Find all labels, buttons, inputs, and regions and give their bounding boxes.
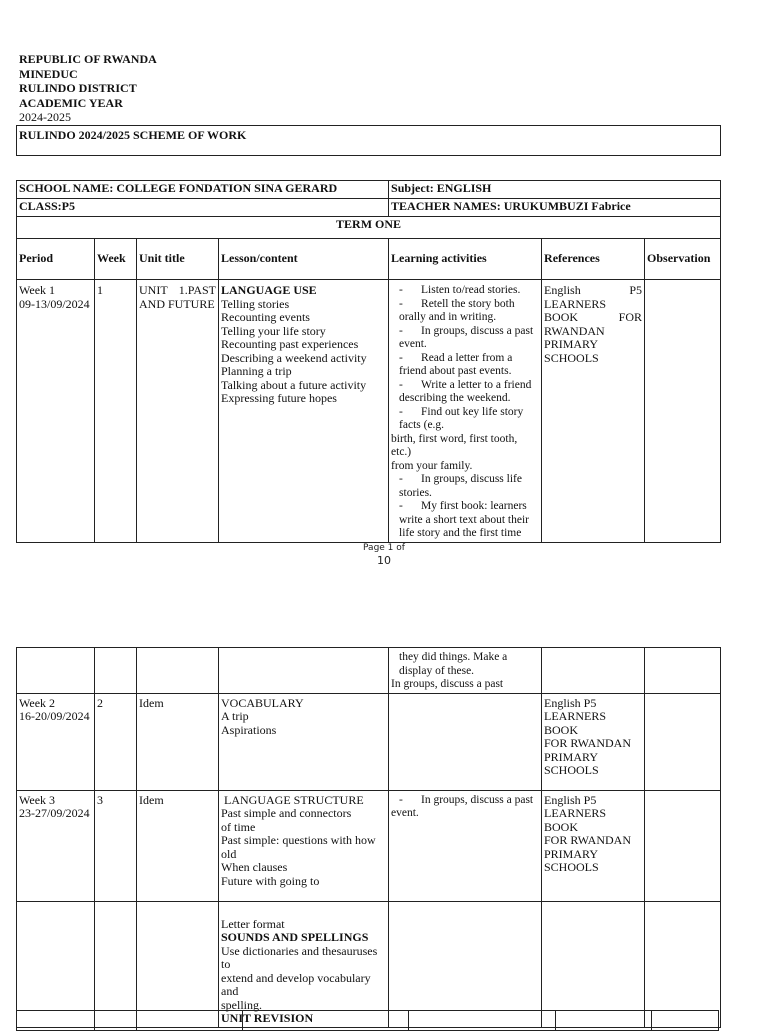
- page-total: 10: [377, 554, 391, 567]
- unit-title-cell: UNIT 1.PAST AND FUTURE: [137, 280, 219, 543]
- lesson-content-cell: LANGUAGE STRUCTURE Past simple and connectors of time Past simple: questions with how old When clauses Future with going to: [219, 790, 389, 901]
- learning-activities-cell: [389, 693, 542, 790]
- scheme-title: RULINDO 2024/2025 SCHEME OF WORK: [19, 128, 247, 142]
- unit-title-cell: Idem: [137, 790, 219, 901]
- table-row: [17, 790, 721, 901]
- table-row: [17, 280, 721, 543]
- class-cell: CLASS:P5: [17, 199, 389, 217]
- period-cell: Week 1 09-13/09/2024: [17, 280, 95, 543]
- col-header-lesson-content: Lesson/content: [219, 239, 389, 280]
- col-header-period: Period: [17, 239, 95, 280]
- references-cell: English P5 LEARNERS BOOK FOR RWANDAN PRIMARY SCHOOLS: [542, 280, 645, 543]
- ministry-name: MINEDUC: [19, 66, 78, 81]
- term-cell: TERM ONE: [17, 217, 721, 239]
- observation-cell: [645, 280, 721, 543]
- col-header-unit-title: Unit title: [137, 239, 219, 280]
- col-header-week: Week: [95, 239, 137, 280]
- academic-year-label: ACADEMIC YEAR: [19, 95, 123, 110]
- unit-title-cell: Idem: [137, 693, 219, 790]
- page-footer: [334, 543, 434, 567]
- col-header-references: References: [542, 239, 645, 280]
- page-label: Page 1 of: [363, 543, 405, 553]
- academic-year-value: 2024-2025: [19, 110, 71, 124]
- observation-cell: [645, 790, 721, 901]
- period-cell: Week 3 23-27/09/2024: [17, 790, 95, 901]
- references-cell: English P5 LEARNERS BOOK FOR RWANDAN PRIMARY SCHOOLS: [542, 790, 645, 901]
- country-name: REPUBLIC OF RWANDA: [19, 52, 157, 66]
- district-name: RULINDO DISTRICT: [19, 81, 137, 95]
- week-cell: 1: [95, 280, 137, 543]
- table-row: [17, 693, 721, 790]
- scheme-table-page2-continuation: [16, 1010, 719, 1031]
- learning-activities-cell: - In groups, discuss a past event.: [389, 790, 542, 901]
- lesson-content-cell: Letter format SOUNDS AND SPELLINGS Use dictionaries and thesauruses to extend and develop vocabulary and spelling. UNIT REVISION: [219, 901, 389, 1027]
- scheme-table-page2: [16, 647, 721, 1028]
- scheme-title-box: [16, 125, 721, 156]
- teacher-cell: TEACHER NAMES: URUKUMBUZI Fabrice: [389, 199, 721, 217]
- learning-activities-cell: they did things. Make a display of these. In groups, discuss a past: [389, 648, 542, 694]
- scheme-table-page1: [16, 180, 721, 543]
- lesson-content-cell: VOCABULARY A trip Aspirations: [219, 693, 389, 790]
- learning-activities-cell: - Listen to/read stories. - Retell the story both orally and in writing. - In groups, discuss a past event. - Read a letter from a friend about past events. - Write a letter to a friend describing the weekend. - Find out key life story facts (e.g. birth, first word, first tooth, etc.) from your family. - In groups, discuss life stories. - My first book: learners write a short text about their life story and the first time: [389, 280, 542, 543]
- school-name-cell: SCHOOL NAME: COLLEGE FONDATION SINA GERARD: [17, 181, 389, 199]
- week-cell: 2: [95, 693, 137, 790]
- document-header: [19, 52, 157, 125]
- col-header-observation: Observation: [645, 239, 721, 280]
- period-cell: Week 2 16-20/09/2024: [17, 693, 95, 790]
- table-row: [17, 648, 721, 694]
- subject-cell: Subject: ENGLISH: [389, 181, 721, 199]
- col-header-learning-activities: Learning activities: [389, 239, 542, 280]
- references-cell: English P5 LEARNERS BOOK FOR RWANDAN PRIMARY SCHOOLS: [542, 693, 645, 790]
- table-row: [17, 901, 721, 1027]
- observation-cell: [645, 693, 721, 790]
- lesson-content-cell: LANGUAGE USE Telling stories Recounting events Telling your life story Recounting past experiences Describing a weekend activity Planning a trip Talking about a future activity Expressing future hopes: [219, 280, 389, 543]
- week-cell: 3: [95, 790, 137, 901]
